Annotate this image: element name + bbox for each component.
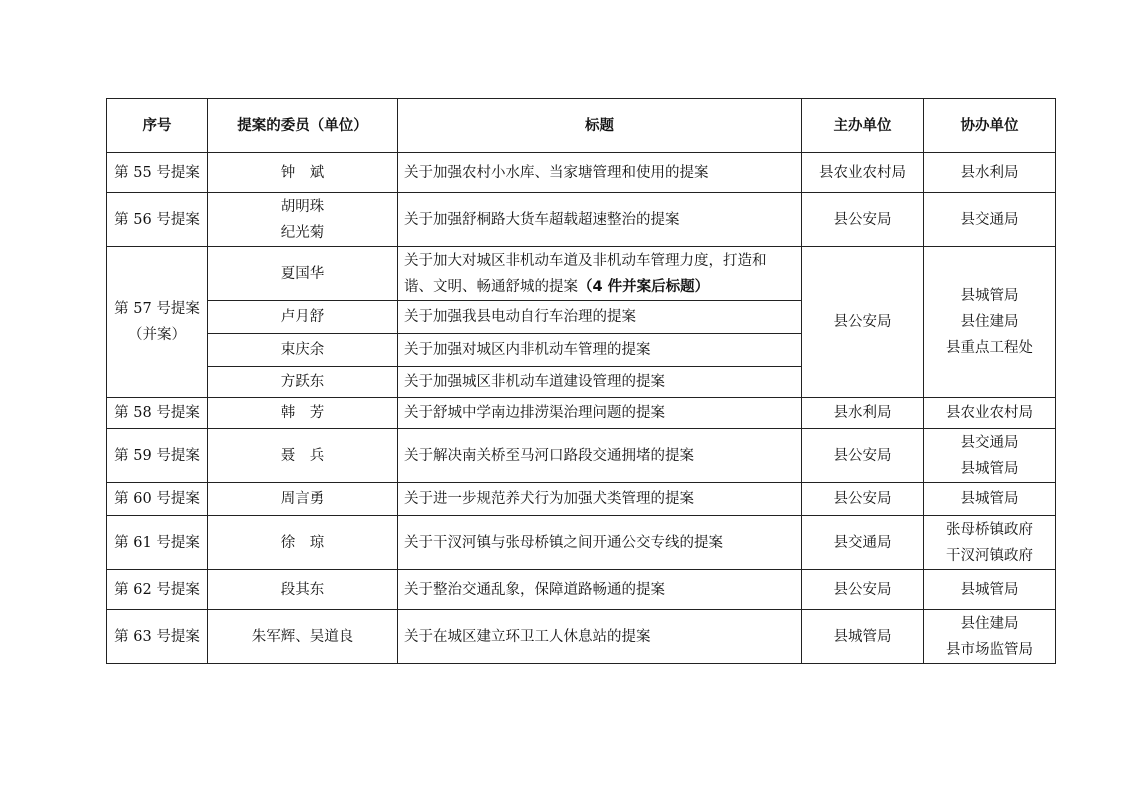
cell-host: 县水利局 xyxy=(802,398,924,429)
cell-seq: 第 63 号提案 xyxy=(107,610,208,664)
cell-member: 徐 琼 xyxy=(208,516,398,570)
cell-title: 关于加强舒桐路大货车超载超速整治的提案 xyxy=(398,193,802,247)
cell-member: 朱军辉、吴道良 xyxy=(208,610,398,664)
cell-host: 县城管局 xyxy=(802,610,924,664)
cell-title: 关于加强城区非机动车道建设管理的提案 xyxy=(398,367,802,398)
cell-seq: 第 59 号提案 xyxy=(107,429,208,483)
cell-assist xyxy=(924,153,1056,193)
cell-host: 县交通局 xyxy=(802,516,924,570)
table-row xyxy=(107,247,1056,301)
assist-unit: 干汊河镇政府 xyxy=(946,547,1033,564)
cell-member: 卢月舒 xyxy=(208,301,398,334)
assist-unit: 县市场监管局 xyxy=(946,641,1033,658)
table-row xyxy=(107,429,1056,483)
cell-host: 县公安局 xyxy=(802,570,924,610)
cell-member: 钟 斌 xyxy=(208,153,398,193)
cell-assist xyxy=(924,610,1056,664)
table-row xyxy=(107,398,1056,429)
cell-host: 县公安局 xyxy=(802,193,924,247)
cell-title xyxy=(398,247,802,301)
member-name: 胡明珠 xyxy=(280,198,325,215)
header-host: 主办单位 xyxy=(802,99,924,153)
assist-unit: 县城管局 xyxy=(960,491,1019,507)
cell-assist xyxy=(924,570,1056,610)
cell-assist xyxy=(924,429,1056,483)
cell-member: 聂 兵 xyxy=(208,429,398,483)
assist-unit: 县重点工程处 xyxy=(946,340,1033,356)
assist-unit: 县住建局 xyxy=(960,615,1019,632)
header-assist: 协办单位 xyxy=(924,99,1056,153)
cell-member: 韩 芳 xyxy=(208,398,398,429)
header-title: 标题 xyxy=(398,99,802,153)
cell-title: 关于干汊河镇与张母桥镇之间开通公交专线的提案 xyxy=(398,516,802,570)
cell-seq: 第 61 号提案 xyxy=(107,516,208,570)
cell-title: 关于加强对城区内非机动车管理的提案 xyxy=(398,334,802,367)
assist-unit: 县交通局 xyxy=(960,434,1019,451)
cell-title: 关于整治交通乱象，保障道路畅通的提案 xyxy=(398,570,802,610)
cell-host: 县农业农村局 xyxy=(802,153,924,193)
cell-seq: 第 60 号提案 xyxy=(107,483,208,516)
assist-unit: 县城管局 xyxy=(960,460,1019,477)
assist-unit: 县住建局 xyxy=(960,314,1019,330)
cell-assist xyxy=(924,247,1056,398)
assist-unit: 县交通局 xyxy=(960,211,1019,228)
cell-seq: 第 55 号提案 xyxy=(107,153,208,193)
cell-seq xyxy=(107,247,208,398)
cell-member: 段其东 xyxy=(208,570,398,610)
cell-member: 束庆余 xyxy=(208,334,398,367)
table-row xyxy=(107,610,1056,664)
table-row xyxy=(107,516,1056,570)
proposal-table xyxy=(106,98,1056,664)
cell-seq: 第 56 号提案 xyxy=(107,193,208,247)
header-seq: 序号 xyxy=(107,99,208,153)
cell-seq: 第 58 号提案 xyxy=(107,398,208,429)
cell-title: 关于加强我县电动自行车治理的提案 xyxy=(398,301,802,334)
cell-host: 县公安局 xyxy=(802,247,924,398)
title-text: 关于加大对城区非机动车道及非机动车管理力度，打造和谐、文明、畅通舒城的提案 xyxy=(404,252,767,295)
cell-member: 周言勇 xyxy=(208,483,398,516)
cell-title: 关于进一步规范养犬行为加强犬类管理的提案 xyxy=(398,483,802,516)
cell-member: 方跃东 xyxy=(208,367,398,398)
table-row xyxy=(107,193,1056,247)
cell-assist xyxy=(924,398,1056,429)
assist-unit: 县农业农村局 xyxy=(946,405,1033,421)
assist-unit: 县城管局 xyxy=(960,288,1019,304)
table-row xyxy=(107,153,1056,193)
member-name: 纪光菊 xyxy=(280,224,325,241)
table-row xyxy=(107,483,1056,516)
cell-assist xyxy=(924,516,1056,570)
cell-host: 县公安局 xyxy=(802,483,924,516)
header-row xyxy=(107,99,1056,153)
cell-title: 关于在城区建立环卫工人休息站的提案 xyxy=(398,610,802,664)
assist-unit: 张母桥镇政府 xyxy=(946,521,1033,538)
seq-note: （并案） xyxy=(128,327,186,343)
cell-seq: 第 62 号提案 xyxy=(107,570,208,610)
seq-label: 第 57 号提案 xyxy=(114,301,200,317)
assist-unit: 县水利局 xyxy=(960,164,1019,181)
title-merged-note: （4 件并案后标题） xyxy=(578,278,710,295)
cell-assist xyxy=(924,483,1056,516)
cell-host: 县公安局 xyxy=(802,429,924,483)
cell-title: 关于舒城中学南边排涝渠治理问题的提案 xyxy=(398,398,802,429)
assist-unit: 县城管局 xyxy=(960,581,1019,598)
table-row xyxy=(107,570,1056,610)
cell-title: 关于加强农村小水库、当家塘管理和使用的提案 xyxy=(398,153,802,193)
cell-assist xyxy=(924,193,1056,247)
cell-title: 关于解决南关桥至马河口路段交通拥堵的提案 xyxy=(398,429,802,483)
cell-member: 夏国华 xyxy=(208,247,398,301)
cell-member xyxy=(208,193,398,247)
header-member: 提案的委员（单位） xyxy=(208,99,398,153)
